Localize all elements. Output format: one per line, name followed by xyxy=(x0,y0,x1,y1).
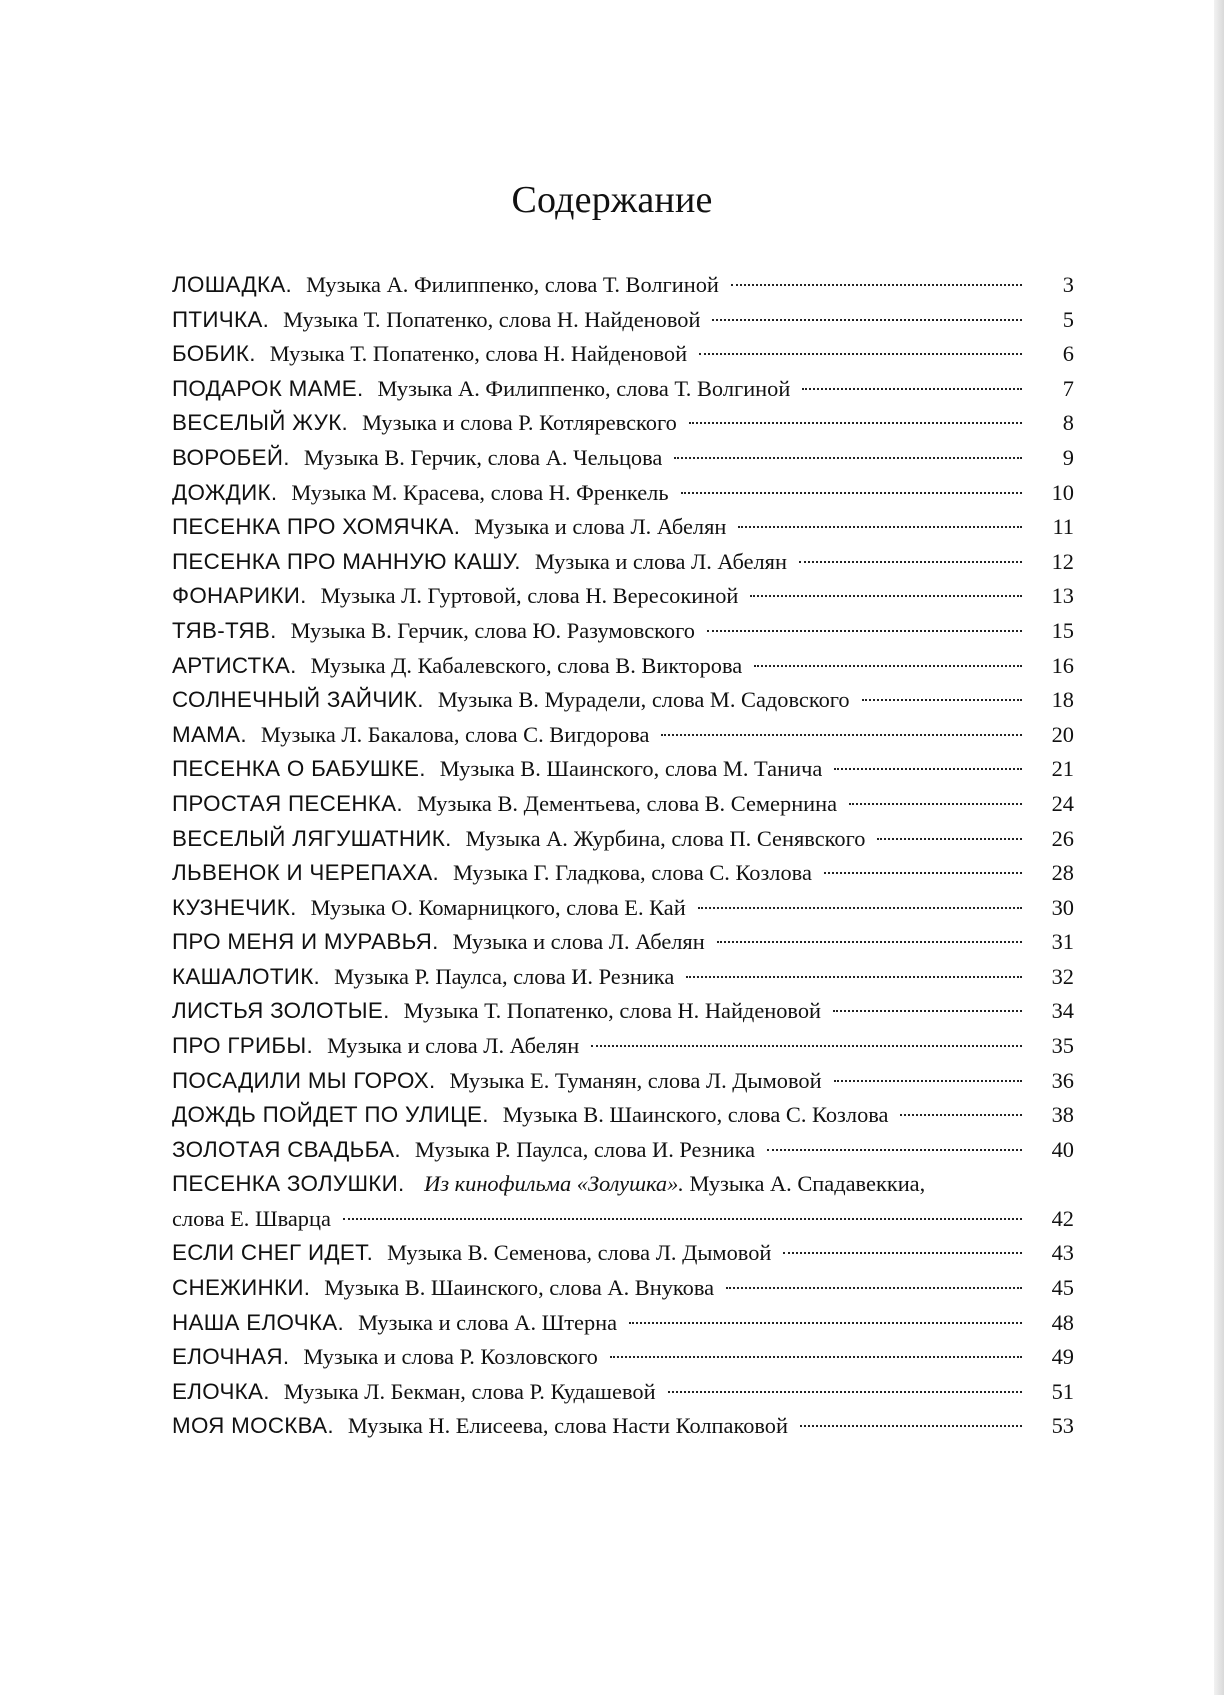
song-credit: Музыка А. Журбина, слова П. Сенявского xyxy=(465,825,866,851)
song-title: ПЕСЕНКА ЗОЛУШКИ. xyxy=(172,1171,405,1197)
toc-entry[interactable] xyxy=(172,1236,1074,1271)
dot-leader xyxy=(698,907,1022,909)
toc-entry-body xyxy=(172,372,1030,407)
song-credit: Музыка В. Герчик, слова А. Чельцова xyxy=(303,444,663,470)
song-title: ЛЬВЕНОК И ЧЕРЕПАХА. xyxy=(172,860,439,886)
toc-entry-body xyxy=(172,545,1030,580)
dot-leader xyxy=(862,699,1022,701)
song-credit: Музыка Д. Кабалевского, слова В. Викторова xyxy=(310,652,743,678)
page-number: 32 xyxy=(1051,963,1074,989)
dot-leader xyxy=(674,457,1022,459)
page-number: 9 xyxy=(1062,444,1074,470)
dot-leader xyxy=(661,734,1022,736)
toc-entry[interactable] xyxy=(172,994,1074,1029)
dot-leader xyxy=(834,768,1022,770)
toc-entry[interactable] xyxy=(172,1064,1074,1099)
toc-entry-body xyxy=(172,1029,1030,1064)
song-credit: Музыка Л. Гуртовой, слова Н. Вересокиной xyxy=(320,583,739,609)
song-credit: Музыка О. Комарницкого, слова Е. Кай xyxy=(310,894,686,920)
toc-entry[interactable] xyxy=(172,856,1074,891)
toc-entry[interactable] xyxy=(172,406,1074,441)
song-credit: Музыка Е. Туманян, слова Л. Дымовой xyxy=(449,1067,822,1093)
song-credit: Музыка Г. Гладкова, слова С. Козлова xyxy=(452,860,812,886)
dot-leader xyxy=(738,526,1022,528)
toc-entry[interactable] xyxy=(172,787,1074,822)
song-title: ВОРОБЕЙ. xyxy=(172,444,290,470)
page-number: 20 xyxy=(1051,721,1074,747)
page-number: 18 xyxy=(1051,687,1074,713)
toc-entry-body xyxy=(172,891,1030,926)
song-title: ЗОЛОТАЯ СВАДЬБА. xyxy=(172,1136,401,1162)
toc-entry-body xyxy=(172,649,1030,684)
song-title: ЕЛОЧКА. xyxy=(172,1378,270,1404)
song-credit: Музыка и слова Л. Абелян xyxy=(452,929,705,955)
page-number: 3 xyxy=(1062,272,1074,297)
song-title: КУЗНЕЧИК. xyxy=(172,894,297,920)
song-credit: слова Е. Шварца xyxy=(172,1206,331,1232)
song-title: ТЯВ-ТЯВ. xyxy=(172,617,277,643)
page-number: 34 xyxy=(1051,998,1074,1024)
song-title: ЛОШАДКА. xyxy=(172,272,293,297)
dot-leader xyxy=(783,1252,1022,1254)
page-number: 38 xyxy=(1051,1102,1074,1128)
song-credit: Музыка А. Филиппенко, слова Т. Волгиной xyxy=(377,375,791,401)
page-number: 26 xyxy=(1051,825,1074,851)
page-number: 45 xyxy=(1051,1275,1074,1301)
dot-leader xyxy=(610,1356,1022,1358)
page-number: 51 xyxy=(1051,1378,1074,1404)
toc-entry[interactable] xyxy=(172,891,1074,926)
toc-entry-body xyxy=(172,579,1030,614)
page-number: 31 xyxy=(1051,929,1074,955)
song-title: ВЕСЕЛЫЙ ЖУК. xyxy=(172,410,349,436)
page-number: 5 xyxy=(1062,306,1074,332)
page-number: 21 xyxy=(1051,756,1074,782)
song-credit: Музыка Л. Бакалова, слова С. Вигдорова xyxy=(260,721,650,747)
dot-leader xyxy=(799,561,1022,563)
page-number: 40 xyxy=(1051,1136,1074,1162)
toc-entry[interactable] xyxy=(172,510,1074,545)
dot-leader xyxy=(689,422,1022,424)
page-number: 36 xyxy=(1051,1067,1074,1093)
song-title: ЕЛОЧНАЯ. xyxy=(172,1344,290,1370)
dot-leader xyxy=(681,492,1022,494)
page-edge-shadow xyxy=(1214,0,1224,1695)
song-title: ПЕСЕНКА О БАБУШКЕ. xyxy=(172,756,426,782)
page-number: 8 xyxy=(1062,410,1074,436)
toc-entry-body xyxy=(172,1167,1030,1236)
dot-leader xyxy=(833,1010,1022,1012)
song-credit: Музыка и слова Л. Абелян xyxy=(327,1033,580,1059)
dot-leader xyxy=(686,976,1022,978)
toc-entry-zolushka[interactable] xyxy=(172,1167,1074,1236)
dot-leader xyxy=(712,319,1022,321)
song-credit: Музыка Л. Бекман, слова Р. Кудашевой xyxy=(283,1378,656,1404)
page-number: 10 xyxy=(1051,479,1074,505)
toc-entry[interactable] xyxy=(172,960,1074,995)
toc-entry-body xyxy=(172,822,1030,857)
toc-entry-body xyxy=(172,268,1030,303)
toc-entry[interactable] xyxy=(172,545,1074,580)
song-title: БОБИК. xyxy=(172,341,256,367)
page-number: 30 xyxy=(1051,894,1074,920)
toc-entry[interactable] xyxy=(172,925,1074,960)
song-credit: Музыка А. Филиппенко, слова Т. Волгиной xyxy=(306,272,719,297)
song-credit: Музыка В. Шаинского, слова С. Козлова xyxy=(502,1102,889,1128)
page-number: 53 xyxy=(1051,1413,1074,1439)
page-number: 6 xyxy=(1062,341,1074,367)
toc-entry-body xyxy=(172,752,1030,787)
song-title: ЛИСТЬЯ ЗОЛОТЫЕ. xyxy=(172,998,390,1024)
dot-leader xyxy=(717,941,1022,943)
toc-entry-body xyxy=(172,303,1030,338)
dot-leader xyxy=(800,1425,1022,1427)
page-title: Содержание xyxy=(511,179,713,221)
toc-entry[interactable] xyxy=(172,1340,1074,1375)
song-credit: Музыка и слова Л. Абелян xyxy=(474,514,727,540)
toc-entry-body xyxy=(172,1409,1030,1444)
toc-entry-body xyxy=(172,1236,1030,1271)
song-title: ПТИЧКА. xyxy=(172,306,270,332)
song-title: КАШАЛОТИК. xyxy=(172,963,321,989)
song-title: ПРОСТАЯ ПЕСЕНКА. xyxy=(172,790,403,816)
toc-entry[interactable] xyxy=(172,1375,1074,1410)
dot-leader xyxy=(726,1287,1022,1289)
song-title: ПРО ГРИБЫ. xyxy=(172,1033,314,1059)
toc-entry[interactable] xyxy=(172,1306,1074,1341)
page-number: 48 xyxy=(1051,1309,1074,1335)
song-title: ДОЖДЬ ПОЙДЕТ ПО УЛИЦЕ. xyxy=(172,1102,489,1128)
toc-entry[interactable] xyxy=(172,1029,1074,1064)
song-credit: Музыка и слова Р. Котляревского xyxy=(362,410,677,436)
dot-leader xyxy=(750,595,1022,597)
dot-leader xyxy=(731,284,1022,286)
song-title: ПЕСЕНКА ПРО МАННУЮ КАШУ. xyxy=(172,548,521,574)
toc-entry[interactable] xyxy=(172,1098,1074,1133)
song-credit: Музыка Н. Елисеева, слова Насти Колпаковой xyxy=(347,1413,788,1439)
toc-entry-body xyxy=(172,960,1030,995)
toc-entry[interactable] xyxy=(172,372,1074,407)
toc-entry-body xyxy=(172,787,1030,822)
page-number: 35 xyxy=(1051,1033,1074,1059)
table-of-contents xyxy=(172,268,1074,1444)
song-credit: Музыка В. Семенова, слова Л. Дымовой xyxy=(387,1240,772,1266)
toc-entry-body xyxy=(172,994,1030,1029)
page-number: 49 xyxy=(1051,1344,1074,1370)
song-credit: Музыка В. Герчик, слова Ю. Разумовского xyxy=(290,617,695,643)
toc-entry-body xyxy=(172,406,1030,441)
song-credit: Музыка и слова Р. Козловского xyxy=(303,1344,598,1370)
toc-entry[interactable] xyxy=(172,303,1074,338)
song-credit: Музыка Т. Попатенко, слова Н. Найденовой xyxy=(403,998,822,1024)
dot-leader xyxy=(834,1080,1022,1082)
song-credit: Музыка В. Мурадели, слова М. Садовского xyxy=(437,687,850,713)
song-credit: Музыка В. Шаинского, слова М. Танича xyxy=(439,756,823,782)
toc-entry-body xyxy=(172,441,1030,476)
toc-entry[interactable] xyxy=(172,683,1074,718)
dot-leader xyxy=(629,1322,1022,1324)
song-title: ПРО МЕНЯ И МУРАВЬЯ. xyxy=(172,929,439,955)
toc-entry-body xyxy=(172,510,1030,545)
song-title: МАМА. xyxy=(172,721,247,747)
toc-entry-body xyxy=(172,1064,1030,1099)
song-credit: Музыка и слова А. Штерна xyxy=(358,1309,618,1335)
dot-leader xyxy=(707,630,1022,632)
toc-entry-body xyxy=(172,476,1030,511)
song-title: ПЕСЕНКА ПРО ХОМЯЧКА. xyxy=(172,514,461,540)
toc-entry-body xyxy=(172,614,1030,649)
song-credit: Музыка и слова Л. Абелян xyxy=(534,548,787,574)
song-title: ДОЖДИК. xyxy=(172,479,278,505)
toc-entry-body xyxy=(172,1340,1030,1375)
dot-leader xyxy=(668,1391,1022,1393)
toc-entry[interactable] xyxy=(172,1409,1074,1444)
dot-leader xyxy=(591,1045,1022,1047)
toc-entry[interactable] xyxy=(172,337,1074,372)
page-number: 15 xyxy=(1051,617,1074,643)
song-credit: Музыка В. Дементьева, слова В. Семернина xyxy=(416,790,838,816)
song-title: ПОДАРОК МАМЕ. xyxy=(172,375,364,401)
song-title: ЕСЛИ СНЕГ ИДЕТ. xyxy=(172,1240,374,1266)
toc-entry[interactable] xyxy=(172,441,1074,476)
song-title: АРТИСТКА. xyxy=(172,652,297,678)
song-credit: Музыка Т. Попатенко, слова Н. Найденовой xyxy=(269,341,688,367)
dot-leader xyxy=(343,1218,1022,1220)
dot-leader xyxy=(699,353,1022,355)
song-credit: Музыка Т. Попатенко, слова Н. Найденовой xyxy=(283,306,701,332)
page-number: 28 xyxy=(1051,860,1074,886)
dot-leader xyxy=(802,388,1022,390)
page-number: 7 xyxy=(1062,375,1074,401)
song-title: СОЛНЕЧНЫЙ ЗАЙЧИК. xyxy=(172,687,424,713)
toc-entry[interactable] xyxy=(172,1133,1074,1168)
toc-entry[interactable] xyxy=(172,822,1074,857)
toc-entry[interactable] xyxy=(172,268,1074,303)
toc-entry[interactable] xyxy=(172,476,1074,511)
dot-leader xyxy=(754,665,1022,667)
page-number: 13 xyxy=(1051,583,1074,609)
song-title: НАША ЕЛОЧКА. xyxy=(172,1309,345,1335)
page-number: 42 xyxy=(1051,1205,1074,1231)
dot-leader xyxy=(877,838,1022,840)
page-number: 24 xyxy=(1051,790,1074,816)
toc-entry-body xyxy=(172,856,1030,891)
song-title: МОЯ МОСКВА. xyxy=(172,1413,334,1439)
toc-entry-body xyxy=(172,683,1030,718)
toc-entry-body xyxy=(172,337,1030,372)
dot-leader xyxy=(900,1114,1022,1116)
page-number: 43 xyxy=(1051,1240,1074,1266)
song-source: Из кинофильма «Золушка». Музыка А. Спадавеккиа, xyxy=(424,1171,926,1197)
song-credit: Музыка Р. Паулса, слова И. Резника xyxy=(414,1136,756,1162)
toc-entry[interactable] xyxy=(172,718,1074,753)
song-title: ФОНАРИКИ. xyxy=(172,583,307,609)
page-number: 11 xyxy=(1052,514,1074,540)
song-title: ПОСАДИЛИ МЫ ГОРОХ. xyxy=(172,1067,436,1093)
toc-after-list xyxy=(172,1236,1074,1444)
toc-entry[interactable] xyxy=(172,614,1074,649)
toc-entry-body xyxy=(172,1306,1030,1341)
song-credit: Музыка Р. Паулса, слова И. Резника xyxy=(334,963,675,989)
toc-entry[interactable] xyxy=(172,649,1074,684)
toc-entry-body xyxy=(172,1271,1030,1306)
toc-entry-body xyxy=(172,925,1030,960)
page-number: 12 xyxy=(1051,548,1074,574)
song-credit: Музыка М. Красева, слова Н. Френкель xyxy=(291,479,669,505)
toc-entry[interactable] xyxy=(172,752,1074,787)
page-number: 16 xyxy=(1051,652,1074,678)
dot-leader xyxy=(849,803,1022,805)
toc-entry-body xyxy=(172,1375,1030,1410)
song-credit: Музыка В. Шаинского, слова А. Внукова xyxy=(324,1275,715,1301)
song-title: ВЕСЕЛЫЙ ЛЯГУШАТНИК. xyxy=(172,825,452,851)
toc-entry[interactable] xyxy=(172,1271,1074,1306)
dot-leader xyxy=(824,872,1022,874)
toc-entry-body xyxy=(172,1133,1030,1168)
toc-entry-body xyxy=(172,1098,1030,1133)
toc-entry-body xyxy=(172,718,1030,753)
toc-entry[interactable] xyxy=(172,579,1074,614)
dot-leader xyxy=(767,1149,1022,1151)
song-title: СНЕЖИНКИ. xyxy=(172,1275,311,1301)
toc-main-list xyxy=(172,268,1074,1167)
